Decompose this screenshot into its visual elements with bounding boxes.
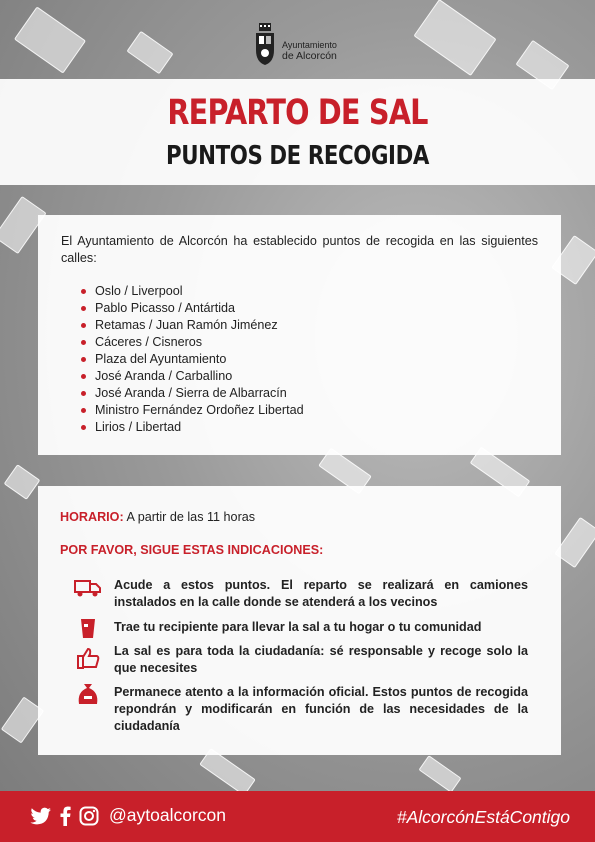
list-item: José Aranda / Carballino bbox=[81, 368, 304, 385]
list-item: Cáceres / Cisneros bbox=[81, 334, 304, 351]
page-title: REPARTO DE SAL bbox=[167, 93, 428, 133]
instagram-icon[interactable] bbox=[79, 806, 99, 826]
list-item: Oslo / Liverpool bbox=[81, 283, 304, 300]
list-item: Plaza del Ayuntamiento bbox=[81, 351, 304, 368]
collection-points-card bbox=[38, 215, 561, 455]
intro-text: El Ayuntamiento de Alcorcón ha establecido puntos de recogida en las siguientes calles: bbox=[61, 234, 538, 265]
instruction-item: La sal es para toda la ciudadanía: sé responsable y recoge solo la que necesites bbox=[114, 644, 528, 675]
hashtag: #AlcorcónEstáContigo bbox=[396, 807, 570, 827]
instruction-item: Permanece atento a la información oficial. Estos puntos de recogida repondrán y modificarán en función de las necesidades de la ciudadanía bbox=[114, 685, 528, 733]
schedule-value: A partir de las 11 horas bbox=[126, 510, 256, 524]
footer-bar bbox=[0, 791, 595, 842]
logo-line-1: Ayuntamiento bbox=[282, 40, 337, 50]
bucket-icon bbox=[74, 616, 102, 640]
instruction-item: Trae tu recipiente para llevar la sal a tu hogar o tu comunidad bbox=[114, 620, 482, 634]
social-links bbox=[30, 805, 226, 826]
list-item: Pablo Picasso / Antártida bbox=[81, 300, 304, 317]
list-item: Ministro Fernández Ordoñez Libertad bbox=[81, 402, 304, 419]
city-logo bbox=[254, 16, 354, 66]
schedule-label: HORARIO: bbox=[60, 510, 124, 524]
title-band bbox=[0, 79, 595, 185]
street-list bbox=[81, 283, 304, 436]
truck-icon bbox=[74, 576, 102, 600]
logo-line-2: de Alcorcón bbox=[282, 50, 337, 62]
schedule-line bbox=[60, 510, 255, 524]
list-item: Lirios / Libertad bbox=[81, 419, 304, 436]
list-item: Retamas / Juan Ramón Jiménez bbox=[81, 317, 304, 334]
coat-of-arms-icon bbox=[254, 22, 276, 66]
thumbs-up-icon bbox=[74, 646, 102, 670]
salt-bag-icon bbox=[74, 682, 102, 706]
twitter-icon[interactable] bbox=[30, 807, 52, 825]
instructions-card bbox=[38, 486, 561, 755]
page-subtitle: PUNTOS DE RECOGIDA bbox=[166, 141, 429, 171]
instruction-item: Acude a estos puntos. El reparto se realizará en camiones instalados en la calle donde se atenderá a los vecinos bbox=[114, 578, 528, 609]
instructions-heading: POR FAVOR, SIGUE ESTAS INDICACIONES: bbox=[60, 543, 324, 557]
social-handle[interactable]: @aytoalcorcon bbox=[109, 805, 226, 825]
facebook-icon[interactable] bbox=[60, 806, 71, 826]
list-item: José Aranda / Sierra de Albarracín bbox=[81, 385, 304, 402]
